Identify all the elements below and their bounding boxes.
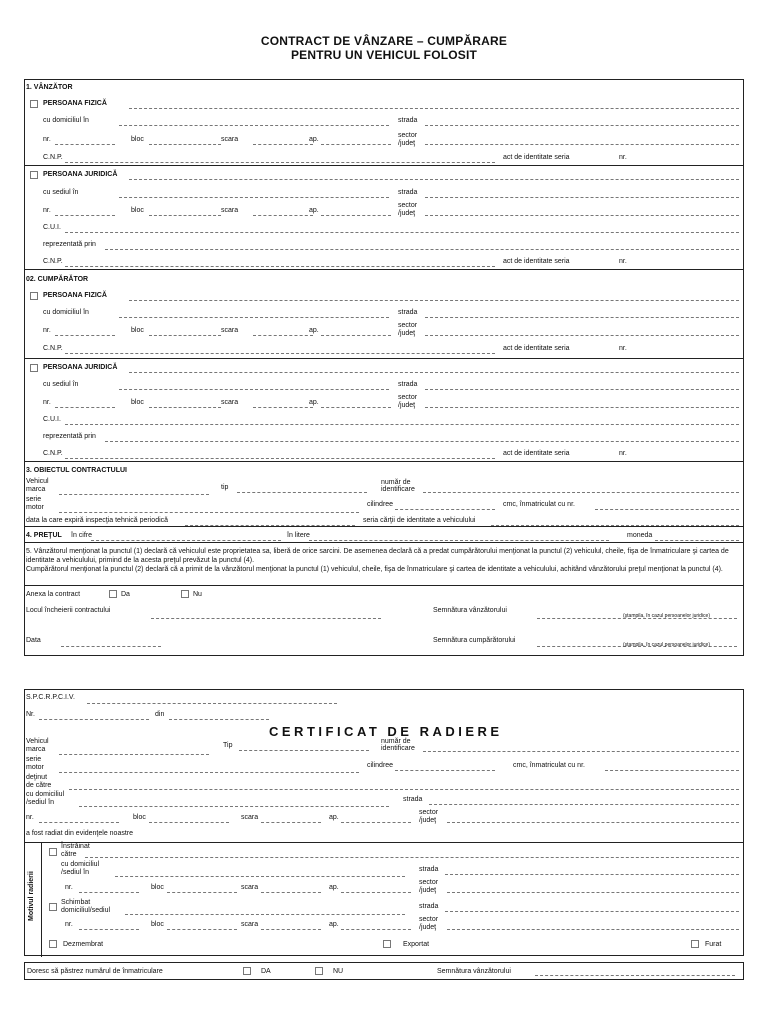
seller-pf-name-field[interactable] xyxy=(129,108,739,109)
semn-vanzator-label: Semnătura vânzătorului xyxy=(433,607,507,614)
object-motor-field[interactable] xyxy=(59,512,359,513)
buyer-pf-domicile-label: cu domiciliul în xyxy=(43,309,89,316)
anexa-nu-checkbox[interactable] xyxy=(181,590,189,598)
exportat-checkbox[interactable] xyxy=(383,940,391,948)
buyer-pj-cui-field[interactable] xyxy=(65,424,739,425)
seller-pj-bloc-field[interactable] xyxy=(149,215,221,216)
instrainat-catre-label: către xyxy=(61,851,77,858)
cert-nr2-label: nr. xyxy=(26,814,34,821)
seller-pj-ap-field[interactable] xyxy=(321,215,391,216)
semn-cumparator-label: Semnătura cumpărătorului xyxy=(433,637,516,644)
seller-pf-label: PERSOANA FIZICĂ xyxy=(43,100,107,107)
cert-strada-label: strada xyxy=(403,796,423,803)
buyer-pj-nr-field[interactable] xyxy=(55,407,115,408)
cert-sector-label: sector xyxy=(419,809,439,816)
seller-pj-cnp-field[interactable] xyxy=(65,266,495,267)
buyer-pf-checkbox[interactable] xyxy=(30,292,38,300)
contract-title: CONTRACT DE VÂNZARE – CUMPĂRARE xyxy=(260,34,508,48)
seller-pj-sector-field[interactable] xyxy=(425,215,739,216)
buyer-pf-scara-field[interactable] xyxy=(253,335,313,336)
object-serie-label: serie xyxy=(26,496,42,503)
instrainat-nr-field[interactable] xyxy=(79,892,139,893)
cert-radiat-label: a fost radiat din evidenţele noastre xyxy=(26,830,134,837)
seller-pj-act-label: act de identitate seria xyxy=(503,258,570,265)
seller-pf-street-field[interactable] xyxy=(425,125,739,126)
seller-pf-domicile-label: cu domiciliul în xyxy=(43,117,89,124)
schimbat-judet-label: /judeţ xyxy=(419,924,437,931)
buyer-pf-city-field[interactable] xyxy=(119,317,389,318)
instrainat-bloc-label: bloc xyxy=(151,884,164,891)
buyer-pj-checkbox[interactable] xyxy=(30,364,38,372)
price-cifre-label: în cifre xyxy=(71,532,93,539)
stampila-cumparator-note: (ştampila, în cazul persoanelor juridice) xyxy=(623,642,710,648)
cert-serie-label: serie xyxy=(26,756,42,763)
seller-pf-act-nr-label: nr. xyxy=(619,154,627,161)
buyer-pf-label: PERSOANA FIZICĂ xyxy=(43,292,107,299)
schimbat-sector-field[interactable] xyxy=(447,929,739,930)
price-cifre-field[interactable] xyxy=(91,540,281,541)
buyer-pj-city-field[interactable] xyxy=(119,389,389,390)
seller-pj-bloc-label: bloc xyxy=(131,207,144,214)
seller-pj-scara-field[interactable] xyxy=(253,215,313,216)
seller-pf-nr-label: nr. xyxy=(43,136,51,143)
buyer-pf-scara-label: scara xyxy=(221,327,239,334)
schimbat-nr-field[interactable] xyxy=(79,929,139,930)
instrainat-strada-field[interactable] xyxy=(445,874,739,875)
seller-pj-street-label: strada xyxy=(398,189,418,196)
contract-form xyxy=(24,79,744,656)
buyer-pj-scara-field[interactable] xyxy=(253,407,313,408)
cert-sector-field[interactable] xyxy=(447,822,739,823)
schimbat-bloc-label: bloc xyxy=(151,921,164,928)
cert-motivul-label: Motivul radierii xyxy=(28,871,35,921)
clause-5-seller: 5. Vânzătorul menţionat la punctul (1) declară că vehiculul este proprietatea sa, liberă de orice sarcini. De asemenea declară că a predat cumpărătorului menţionat la punctul (2) vehiculul, cheile, fişa de înmatriculare şi cartea de identitate a vehiculului, primind de la acesta preţul prevăzut la punctul (4). xyxy=(26,548,729,564)
cert-detinut-label: deţinut xyxy=(26,774,48,781)
seller-heading: 1. VÂNZĂTOR xyxy=(26,84,73,91)
buyer-pj-scara-label: scara xyxy=(221,399,239,406)
buyer-pj-nr-label: nr. xyxy=(43,399,51,406)
object-marca-field[interactable] xyxy=(59,494,209,495)
buyer-pj-repr-label: reprezentată prin xyxy=(43,433,96,440)
cert-ap-field[interactable] xyxy=(341,822,411,823)
cert-bloc-label: bloc xyxy=(133,814,146,821)
clause-5-buyer: Cumpărătorul menţionat la punctul (2) declară că a primit de la vânzătorul menţionat la punctul (1) vehiculul, cheile, fişa de înmatriculare şi cartea de identitate a vehiculului, achitând vânzătorului preţul menţionat la punctul (4). xyxy=(26,566,723,573)
object-plate-field[interactable] xyxy=(595,509,739,510)
buyer-pf-street-field[interactable] xyxy=(425,317,739,318)
seller-pj-cui-field[interactable] xyxy=(65,232,739,233)
data-label: Data xyxy=(26,637,41,644)
instrainat-dom2-label: /sediul în xyxy=(61,869,90,876)
cert-tip-label: Tip xyxy=(223,742,233,749)
seller-pj-repr-label: reprezentată prin xyxy=(43,241,96,248)
buyer-pj-ap-field[interactable] xyxy=(321,407,391,408)
anexa-da-checkbox[interactable] xyxy=(109,590,117,598)
object-marca-label: marca xyxy=(26,486,46,493)
object-carte-label: seria cărţii de identitate a vehiculului xyxy=(363,517,476,524)
dezmembrat-label: Dezmembrat xyxy=(63,941,104,948)
seller-pj-checkbox[interactable] xyxy=(30,171,38,179)
schimbat-scara-field[interactable] xyxy=(261,929,321,930)
buyer-pj-bloc-field[interactable] xyxy=(149,407,221,408)
buyer-pf-bloc-field[interactable] xyxy=(149,335,221,336)
schimbat-checkbox[interactable] xyxy=(49,903,57,911)
seller-pj-street-field[interactable] xyxy=(425,197,739,198)
seller-pf-cnp-label: C.N.P. xyxy=(43,154,63,161)
doresc-da-label: DA xyxy=(261,968,271,975)
cert-spc-field[interactable] xyxy=(87,703,337,704)
buyer-pj-judet-label: /judeţ xyxy=(398,402,416,409)
doresc-nu-label: NU xyxy=(333,968,344,975)
price-moneda-label: moneda xyxy=(627,532,653,539)
price-litere-field[interactable] xyxy=(309,540,609,541)
object-cilindree-field[interactable] xyxy=(395,509,495,510)
buyer-pf-act-label: act de identitate seria xyxy=(503,345,570,352)
cert-scara-label: scara xyxy=(241,814,259,821)
schimbat-bloc-field[interactable] xyxy=(167,929,237,930)
cert-ap-label: ap. xyxy=(329,814,339,821)
seller-pj-nr-label: nr. xyxy=(43,207,51,214)
seller-pf-checkbox[interactable] xyxy=(30,100,38,108)
buyer-pf-nr-label: nr. xyxy=(43,327,51,334)
anexa-label: Anexa la contract xyxy=(26,591,81,598)
object-heading: 3. OBIECTUL CONTRACTULUI xyxy=(26,467,127,474)
buyer-pf-judet-label: /judeţ xyxy=(398,330,416,337)
cert-motor-field[interactable] xyxy=(59,772,359,773)
locul-label: Locul încheierii contractului xyxy=(26,607,111,614)
instrainat-sector-field[interactable] xyxy=(447,892,739,893)
object-tip-label: tip xyxy=(221,484,229,491)
cert-cmc-label: cmc, înmatriculat cu nr. xyxy=(513,762,585,769)
cert-domsed2-label: /sediul în xyxy=(26,799,55,806)
instrainat-city-field[interactable] xyxy=(115,876,405,877)
object-numar-label: număr de xyxy=(381,479,411,486)
cert-identificare-label: identificare xyxy=(381,745,415,752)
buyer-pj-ap-label: ap. xyxy=(309,399,319,406)
schimbat-strada-field[interactable] xyxy=(445,911,739,912)
cert-din-field[interactable] xyxy=(169,719,269,720)
cert-cilindree-field[interactable] xyxy=(395,770,495,771)
buyer-pj-street-field[interactable] xyxy=(425,389,739,390)
exportat-label: Exportat xyxy=(403,941,430,948)
instrainat-dom-label: cu domiciliul xyxy=(61,861,100,868)
cert-tip-field[interactable] xyxy=(239,750,369,751)
object-cmc-label: cmc, înmatriculat cu nr. xyxy=(503,501,575,508)
seller-pj-seat-label: cu sediul în xyxy=(43,189,79,196)
doresc-label: Doresc să păstrez numărul de înmatriculare xyxy=(27,968,163,975)
cert-nr-field[interactable] xyxy=(39,719,149,720)
buyer-pj-act-label: act de identitate seria xyxy=(503,450,570,457)
furat-label: Furat xyxy=(705,941,722,948)
anexa-da-label: Da xyxy=(121,591,130,598)
cert-numar-label: număr de xyxy=(381,738,411,745)
seller-pf-judet-label: /judeţ xyxy=(398,140,416,147)
cert-nr-label: Nr. xyxy=(26,711,35,718)
cert-spc-label: S.P.C.R.P.C.I.V. xyxy=(26,694,75,701)
cert-city-field[interactable] xyxy=(79,806,389,807)
buyer-pj-bloc-label: bloc xyxy=(131,399,144,406)
schimbat-nr-label: nr. xyxy=(65,921,73,928)
buyer-pf-ap-field[interactable] xyxy=(321,335,391,336)
buyer-pj-sector-field[interactable] xyxy=(425,407,739,408)
seller-pj-sector-label: sector xyxy=(398,202,418,209)
price-litere-label: în litere xyxy=(287,532,310,539)
object-vehicul-label: Vehicul xyxy=(26,478,49,485)
cert-plate-field[interactable] xyxy=(605,770,739,771)
object-motor-label: motor xyxy=(26,504,44,511)
cert-decatre-label: de către xyxy=(26,782,52,789)
cert-cilindree-label: cilindree xyxy=(367,762,394,769)
schimbat-scara-label: scara xyxy=(241,921,259,928)
cert-title: CERTIFICAT DE RADIERE xyxy=(269,724,503,739)
buyer-pj-street-label: strada xyxy=(398,381,418,388)
seller-pj-cnp-label: C.N.P. xyxy=(43,258,63,265)
buyer-pj-name-field[interactable] xyxy=(129,372,739,373)
footer-semn-label: Semnătura vânzătorului xyxy=(437,968,511,975)
seller-pf-act-label: act de identitate seria xyxy=(503,154,570,161)
seller-pf-bloc-label: bloc xyxy=(131,136,144,143)
seller-pf-sector-field[interactable] xyxy=(425,144,739,145)
doresc-nu-checkbox[interactable] xyxy=(315,967,323,975)
object-identificare-label: identificare xyxy=(381,486,415,493)
buyer-pj-repr-field[interactable] xyxy=(105,441,739,442)
buyer-pf-sector-label: sector xyxy=(398,322,418,329)
instrainat-label: Înstrăinat xyxy=(61,843,90,850)
seller-pj-city-field[interactable] xyxy=(119,197,389,198)
cert-vehicul-label: Vehicul xyxy=(26,738,49,745)
schimbat-sector-label: sector xyxy=(419,916,439,923)
price-heading: 4. PREŢUL xyxy=(26,532,62,539)
anexa-nu-label: Nu xyxy=(193,591,202,598)
seller-pj-scara-label: scara xyxy=(221,207,239,214)
buyer-pf-sector-field[interactable] xyxy=(425,335,739,336)
seller-pj-ap-label: ap. xyxy=(309,207,319,214)
schimbat-dom-label: domiciliul/sediul xyxy=(61,907,111,914)
buyer-pf-ap-label: ap. xyxy=(309,327,319,334)
instrainat-owner-field[interactable] xyxy=(85,857,739,858)
instrainat-ap-label: ap. xyxy=(329,884,339,891)
buyer-pj-cnp-label: C.N.P. xyxy=(43,450,63,457)
cert-marca-field[interactable] xyxy=(59,754,209,755)
doresc-da-checkbox[interactable] xyxy=(243,967,251,975)
buyer-pf-cnp-field[interactable] xyxy=(65,353,495,354)
object-inspectie-label: data la care expiră inspecţia tehnică periodică xyxy=(26,517,169,524)
instrainat-scara-field[interactable] xyxy=(261,892,321,893)
seller-pf-street-label: strada xyxy=(398,117,418,124)
certificate-form xyxy=(24,689,744,956)
buyer-heading: 02. CUMPĂRĂTOR xyxy=(26,276,89,283)
cert-marca-label: marca xyxy=(26,746,46,753)
locul-field[interactable] xyxy=(151,618,381,619)
cert-motor-label: motor xyxy=(26,764,44,771)
object-inspectie-field[interactable] xyxy=(185,525,355,526)
cert-nr2-field[interactable] xyxy=(39,822,119,823)
instrainat-sector-label: sector xyxy=(419,879,439,886)
cert-domsed-label: cu domiciliul xyxy=(26,791,65,798)
footer-semn-field[interactable] xyxy=(535,975,735,976)
seller-pf-cnp-field[interactable] xyxy=(65,162,495,163)
seller-pf-city-field[interactable] xyxy=(119,125,389,126)
cert-din-label: din xyxy=(155,711,165,718)
cert-judet-label: /judeţ xyxy=(419,817,437,824)
stampila-vanzator-note: (ştampila, în cazul persoanelor juridice) xyxy=(623,613,710,619)
schimbat-ap-field[interactable] xyxy=(341,929,411,930)
cert-owner-field[interactable] xyxy=(69,789,739,790)
seller-pj-label: PERSOANA JURIDICĂ xyxy=(43,171,118,178)
buyer-pf-street-label: strada xyxy=(398,309,418,316)
seller-pj-cui-label: C.U.I. xyxy=(43,224,61,231)
data-field[interactable] xyxy=(61,646,161,647)
seller-pf-sector-label: sector xyxy=(398,132,418,139)
instrainat-nr-label: nr. xyxy=(65,884,73,891)
seller-pf-scara-label: scara xyxy=(221,136,239,143)
seller-pj-name-field[interactable] xyxy=(129,179,739,180)
instrainat-bloc-field[interactable] xyxy=(167,892,237,893)
schimbat-ap-label: ap. xyxy=(329,921,339,928)
buyer-pf-act-nr-label: nr. xyxy=(619,345,627,352)
buyer-pj-cnp-field[interactable] xyxy=(65,458,495,459)
instrainat-scara-label: scara xyxy=(241,884,259,891)
seller-pf-nr-field[interactable] xyxy=(55,144,115,145)
object-tip-field[interactable] xyxy=(237,492,367,493)
instrainat-checkbox[interactable] xyxy=(49,848,57,856)
seller-pj-nr-field[interactable] xyxy=(55,215,115,216)
object-carte-field[interactable] xyxy=(491,525,739,526)
buyer-pj-label: PERSOANA JURIDICĂ xyxy=(43,364,118,371)
seller-pf-bloc-field[interactable] xyxy=(149,144,221,145)
buyer-pf-nr-field[interactable] xyxy=(55,335,115,336)
seller-pj-act-nr-label: nr. xyxy=(619,258,627,265)
seller-pf-ap-label: ap. xyxy=(309,136,319,143)
schimbat-label: Schimbat xyxy=(61,899,91,906)
instrainat-judet-label: /judeţ xyxy=(419,887,437,894)
object-cilindree-label: cilindree xyxy=(367,501,394,508)
buyer-pf-bloc-label: bloc xyxy=(131,327,144,334)
schimbat-city-field[interactable] xyxy=(125,914,405,915)
buyer-pj-cui-label: C.U.I. xyxy=(43,416,61,423)
dezmembrat-checkbox[interactable] xyxy=(49,940,57,948)
object-vin-field[interactable] xyxy=(423,492,739,493)
cert-scara-field[interactable] xyxy=(261,822,321,823)
furat-checkbox[interactable] xyxy=(691,940,699,948)
buyer-pj-sector-label: sector xyxy=(398,394,418,401)
contract-subtitle: PENTRU UN VEHICUL FOLOSIT xyxy=(290,48,478,62)
seller-pf-ap-field[interactable] xyxy=(321,144,391,145)
buyer-pf-cnp-label: C.N.P. xyxy=(43,345,63,352)
cert-bloc-field[interactable] xyxy=(149,822,229,823)
price-moneda-field[interactable] xyxy=(655,540,739,541)
cert-vin-field[interactable] xyxy=(423,751,739,752)
cert-strada-field[interactable] xyxy=(429,804,739,805)
seller-pf-scara-field[interactable] xyxy=(253,144,313,145)
buyer-pj-seat-label: cu sediul în xyxy=(43,381,79,388)
seller-pj-judet-label: /judeţ xyxy=(398,210,416,217)
schimbat-strada-label: strada xyxy=(419,903,439,910)
seller-pj-repr-field[interactable] xyxy=(105,249,739,250)
plate-retention-box xyxy=(24,962,744,980)
instrainat-ap-field[interactable] xyxy=(341,892,411,893)
instrainat-strada-label: strada xyxy=(419,866,439,873)
buyer-pf-name-field[interactable] xyxy=(129,300,739,301)
buyer-pj-act-nr-label: nr. xyxy=(619,450,627,457)
